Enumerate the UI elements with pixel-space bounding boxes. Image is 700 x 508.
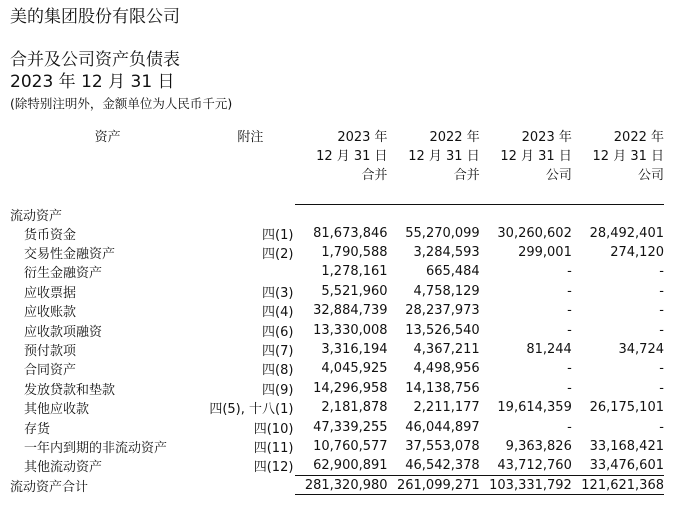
row-note: 四(2): [262, 247, 294, 263]
value-2022-company: 28,492,401: [589, 225, 664, 241]
table-row: [10, 417, 664, 436]
statement-title: 合并及公司资产负债表: [10, 50, 180, 70]
value-2022-company: 26,175,101: [589, 400, 664, 416]
row-item: 货币资金: [24, 227, 77, 243]
value-2023-consolidated: 47,339,255: [313, 419, 388, 435]
value-2023-company: 299,001: [518, 245, 572, 261]
row-item: 衍生金融资产: [24, 266, 103, 282]
value-2022-consolidated: 46,044,897: [405, 419, 480, 435]
value-2022-consolidated: 46,542,378: [405, 458, 480, 474]
value-2022-consolidated: 14,138,756: [405, 380, 480, 396]
header-scope: 公司: [545, 168, 572, 183]
table-row: [10, 437, 664, 456]
row-note: 四(11): [253, 440, 294, 456]
value-2022-company: -: [659, 283, 664, 299]
value-2022-company: -: [659, 322, 664, 338]
value-2022-consolidated: 28,237,973: [405, 303, 480, 319]
row-item: 应收账款: [24, 305, 77, 321]
value-2023-company: 81,244: [526, 342, 572, 358]
header-scope: 公司: [637, 168, 664, 183]
balance-sheet-table: [10, 128, 664, 495]
total-label: 流动资产合计: [10, 479, 89, 495]
value-2022-consolidated: 2,211,177: [413, 400, 480, 416]
value-2023-company: 43,712,760: [497, 458, 572, 474]
header-col-2022-company: [572, 128, 664, 185]
table-row: [10, 282, 664, 301]
header-day: 12 月 31 日: [316, 149, 388, 164]
value-2023-consolidated: 5,521,960: [321, 283, 388, 299]
header-year: 2023 年: [337, 130, 388, 145]
value-2022-company: -: [659, 361, 664, 377]
row-item: 其他流动资产: [24, 460, 103, 476]
value-2023-company: 30,260,602: [497, 225, 572, 241]
value-2022-company: -: [659, 380, 664, 396]
row-item: 应收票据: [24, 285, 77, 301]
value-2023-consolidated: 13,330,008: [313, 322, 388, 338]
header-col-2022-consolidated: [388, 128, 480, 185]
value-2023-company: -: [567, 264, 572, 280]
row-note: 四(6): [262, 324, 294, 340]
currency-note: (除特别注明外，金额单位为人民币千元): [10, 96, 233, 111]
value-2023-consolidated: 14,296,958: [313, 380, 388, 396]
company-name: 美的集团股份有限公司: [10, 7, 180, 27]
header-day: 12 月 31 日: [408, 149, 480, 164]
table-row: [10, 398, 664, 417]
value-2023-consolidated: 1,790,588: [321, 245, 388, 261]
total-2023-consolidated: 281,320,980: [295, 476, 387, 495]
table-row: [10, 379, 664, 398]
value-2022-company: 33,168,421: [589, 438, 664, 454]
row-note: 四(4): [262, 305, 294, 321]
total-2022-consolidated: 261,099,271: [388, 476, 480, 495]
total-2023-company: 103,331,792: [480, 476, 572, 495]
row-note: [205, 262, 295, 281]
value-2023-company: -: [567, 380, 572, 396]
table-row: [10, 301, 664, 320]
header-day: 12 月 31 日: [592, 149, 664, 164]
row-item: 应收款项融资: [24, 324, 103, 340]
value-2023-consolidated: 10,760,577: [313, 438, 388, 454]
row-note: 四(8): [262, 363, 294, 379]
row-note: 四(3): [262, 285, 294, 301]
statement-date: 2023 年 12 月 31 日: [10, 72, 175, 92]
value-2023-company: -: [567, 283, 572, 299]
value-2023-company: -: [567, 303, 572, 319]
table-row: [10, 340, 664, 359]
header-scope: 合并: [453, 168, 480, 183]
header-day: 12 月 31 日: [500, 149, 572, 164]
value-2023-company: 9,363,826: [505, 438, 572, 454]
value-2023-consolidated: 62,900,891: [313, 458, 388, 474]
header-note: 附注: [237, 130, 264, 145]
value-2022-company: 274,120: [610, 245, 664, 261]
value-2022-company: -: [659, 419, 664, 435]
value-2023-consolidated: 81,673,846: [313, 225, 388, 241]
table-row: [10, 456, 664, 475]
value-2022-company: -: [659, 303, 664, 319]
value-2023-company: 19,614,359: [497, 400, 572, 416]
value-2023-consolidated: 4,045,925: [321, 361, 388, 377]
value-2023-consolidated: 1,278,161: [321, 264, 388, 280]
row-note: 四(10): [253, 421, 294, 437]
row-note: 四(1): [262, 227, 294, 243]
header-item: 资产: [94, 130, 121, 145]
header-year: 2022 年: [429, 130, 480, 145]
value-2022-consolidated: 665,484: [425, 264, 480, 280]
value-2022-consolidated: 4,367,211: [413, 342, 480, 358]
row-item: 一年内到期的非流动资产: [24, 440, 168, 456]
value-2022-consolidated: 4,498,956: [413, 361, 480, 377]
header-col-2023-consolidated: [295, 128, 387, 185]
row-item: 发放贷款和垫款: [24, 382, 116, 398]
value-2022-consolidated: 3,284,593: [413, 245, 480, 261]
value-2022-consolidated: 13,526,540: [405, 322, 480, 338]
table-row: [10, 224, 664, 243]
header-col-2023-company: [480, 128, 572, 185]
table-row: [10, 359, 664, 378]
row-item: 存货: [24, 421, 51, 437]
table-row: [10, 320, 664, 339]
row-note: 四(5), 十八(1): [209, 402, 294, 418]
value-2023-consolidated: 3,316,194: [321, 342, 388, 358]
section-title: 流动资产: [10, 208, 63, 224]
row-note: 四(9): [262, 382, 294, 398]
header-year: 2023 年: [521, 130, 572, 145]
value-2023-company: -: [567, 322, 572, 338]
value-2023-company: -: [567, 361, 572, 377]
value-2022-company: 33,476,601: [589, 458, 664, 474]
value-2022-consolidated: 37,553,078: [405, 438, 480, 454]
value-2023-company: -: [567, 419, 572, 435]
row-item: 合同资产: [24, 363, 77, 379]
row-item: 预付款项: [24, 344, 77, 360]
row-item: 交易性金融资产: [24, 247, 116, 263]
value-2022-company: 34,724: [618, 342, 664, 358]
header-year: 2022 年: [613, 130, 664, 145]
row-note: 四(7): [262, 344, 294, 360]
total-row: [10, 476, 664, 495]
header-scope: 合并: [361, 168, 388, 183]
value-2022-consolidated: 4,758,129: [413, 283, 480, 299]
value-2023-consolidated: 2,181,878: [321, 400, 388, 416]
value-2023-consolidated: 32,884,739: [313, 303, 388, 319]
table-row: [10, 243, 664, 262]
total-2022-company: 121,621,368: [572, 476, 664, 495]
table-row: [10, 262, 664, 281]
row-note: 四(12): [253, 460, 294, 476]
value-2022-company: -: [659, 264, 664, 280]
row-item: 其他应收款: [24, 402, 90, 418]
value-2022-consolidated: 55,270,099: [405, 225, 480, 241]
